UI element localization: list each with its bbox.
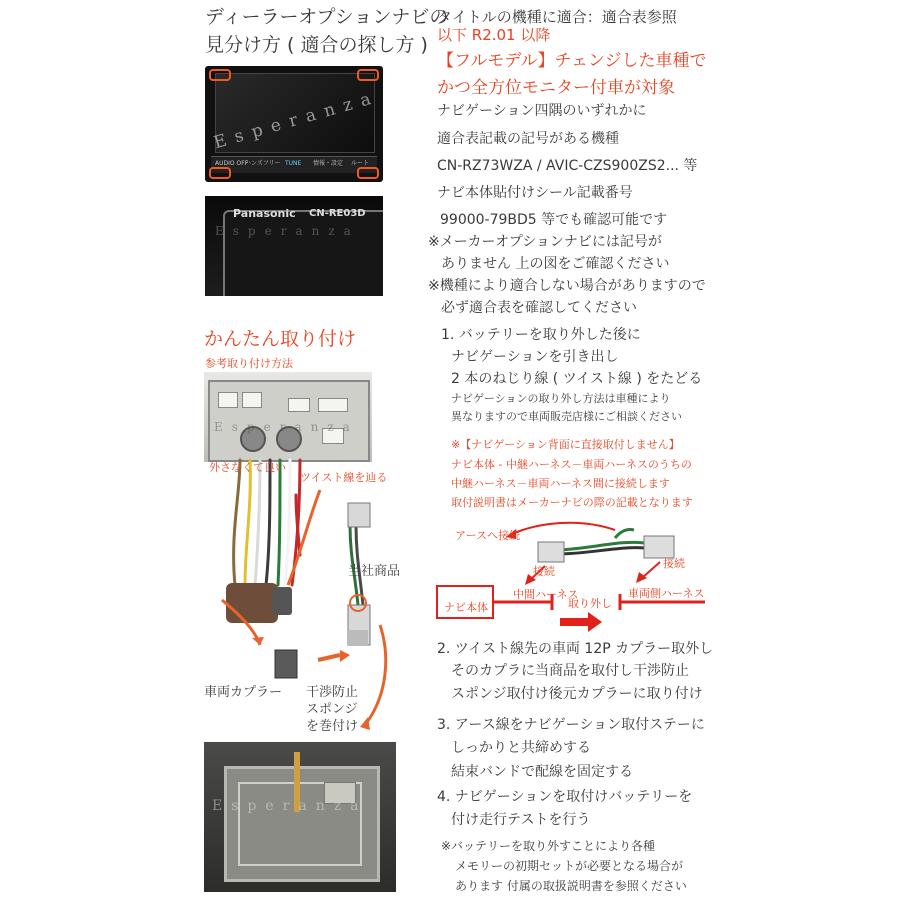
- corner-marker-br: [357, 167, 379, 179]
- fit-line-8: ナビ本体貼付けシール記載番号: [437, 185, 633, 201]
- navi-back-photo: [204, 372, 372, 462]
- label-vehicle-coupler: 車両カプラー: [204, 685, 283, 700]
- diagram-ground: アースへ接続: [455, 529, 521, 542]
- warn-line-1: ※【ナビゲーション背面に直接取付しません】: [451, 438, 680, 451]
- install-photo: [204, 742, 396, 892]
- corner-marker-tl: [209, 69, 231, 81]
- install-subtitle: 参考取り付け方法: [205, 357, 293, 370]
- label-our-product: 当社商品: [348, 564, 401, 579]
- screen-button-2: ハンズフリー: [245, 160, 281, 167]
- step2-line-c: スポンジ取付け後元カプラーに取り付け: [451, 686, 703, 702]
- fit-line-4: かつ全方位モニター付車が対象: [437, 78, 675, 98]
- brand-label: Panasonic: [233, 207, 296, 220]
- step2-line-a: 2. ツイスト線先の車両 12P カプラー取外し: [437, 641, 714, 657]
- navi-title-line2: 見分け方 ( 適合の探し方 ): [205, 34, 428, 56]
- diagram-relay: 中間ハーネス: [513, 588, 579, 601]
- label-sponge-line1: 干渉防止: [306, 685, 359, 700]
- fit-line-13: 必ず適合表を確認してください: [441, 300, 637, 316]
- label-sponge-line2: スポンジ: [306, 702, 358, 717]
- callout-ground: 外さなくて良い: [209, 461, 286, 474]
- fit-line-5: ナビゲーション四隅のいずれかに: [437, 103, 647, 119]
- fit-line-3: 【フルモデル】チェンジした車種で: [437, 51, 707, 71]
- model-label: CN-RE03D: [309, 208, 366, 219]
- note-line-a: ※バッテリーを取り外すことにより各種: [441, 839, 656, 853]
- install-title: かんたん取り付け: [204, 328, 357, 350]
- screen-button-3: TUNE: [285, 160, 302, 167]
- diagram-vehicle: 車両側ハーネス: [628, 587, 705, 600]
- diagram-connect-1: 接続: [533, 565, 555, 578]
- step3-line-c: 結束バンドで配線を固定する: [451, 764, 633, 780]
- navi-screen-photo: [205, 66, 383, 182]
- fit-line-10: ※メーカーオプションナビには記号が: [428, 234, 662, 250]
- callout-twist: ツイスト線を辿る: [300, 471, 388, 484]
- label-sponge-line3: を巻付け: [306, 719, 359, 734]
- watermark: Esperanza: [214, 420, 359, 434]
- harness-illustration: [200, 455, 400, 745]
- screen-button-1: AUDIO OFF: [215, 160, 249, 167]
- note-line-c: あります 付属の取扱説明書を参照ください: [455, 879, 687, 893]
- diagram-remove: 取り外し: [568, 597, 612, 610]
- navi-title-line1: ディーラーオプションナビの: [205, 6, 449, 28]
- diagram-connect-2: 接続: [663, 557, 685, 570]
- warn-line-3: 中継ハーネス－車両ハーネス間に接続します: [451, 477, 670, 490]
- fit-line-2: 以下 R2.01 以降: [437, 26, 551, 44]
- step1-line-e: 異なりますので車両販売店様にご相談ください: [451, 410, 682, 423]
- step1-line-b: ナビゲーションを引き出し: [451, 349, 619, 365]
- screen-button-5: ルート: [351, 160, 370, 167]
- warn-line-4: 取付説明書はメーカーナビの際の記載となります: [451, 496, 693, 509]
- navi-label-photo: [205, 196, 383, 296]
- watermark: Esperanza: [211, 86, 382, 154]
- fit-line-1: タイトルの機種に適合：適合表参照: [437, 8, 677, 26]
- fit-line-9: 99000-79BD5 等でも確認可能です: [440, 212, 668, 228]
- fit-line-7: CN-RZ73WZA / AVIC-CZS900ZS2... 等: [437, 158, 698, 174]
- screen-button-4: 情報・設定: [313, 160, 344, 167]
- step1-line-d: ナビゲーションの取り外し方法は車種により: [451, 392, 671, 405]
- watermark: Esperanza: [212, 798, 368, 814]
- corner-marker-bl: [209, 167, 231, 179]
- watermark: Esperanza: [215, 224, 360, 238]
- step4-line-a: 4. ナビゲーションを取付けバッテリーを: [437, 789, 693, 805]
- fit-line-12: ※機種により適合しない場合がありますので: [428, 278, 706, 294]
- step1-line-a: 1. バッテリーを取り外した後に: [441, 327, 641, 343]
- warn-line-2: ナビ本体 - 中継ハーネス－車両ハーネスのうちの: [451, 458, 692, 471]
- corner-marker-tr: [357, 69, 379, 81]
- step2-line-b: そのカプラに当商品を取付し干渉防止: [451, 663, 689, 679]
- fit-line-6: 適合表記載の記号がある機種: [437, 131, 619, 147]
- diagram-navi: ナビ本体: [444, 601, 488, 614]
- note-line-b: メモリーの初期セットが必要となる場合が: [455, 859, 684, 873]
- step3-line-b: しっかりと共締めする: [451, 740, 591, 756]
- fit-line-11: ありません 上の図をご確認ください: [441, 256, 670, 272]
- connection-diagram: [420, 508, 710, 638]
- step1-line-c: 2 本のねじり線 ( ツイスト線 ) をたどる: [451, 371, 703, 387]
- step4-line-b: 付け走行テストを行う: [451, 812, 591, 828]
- step3-line-a: 3. アース線をナビゲーション取付ステーに: [437, 717, 705, 733]
